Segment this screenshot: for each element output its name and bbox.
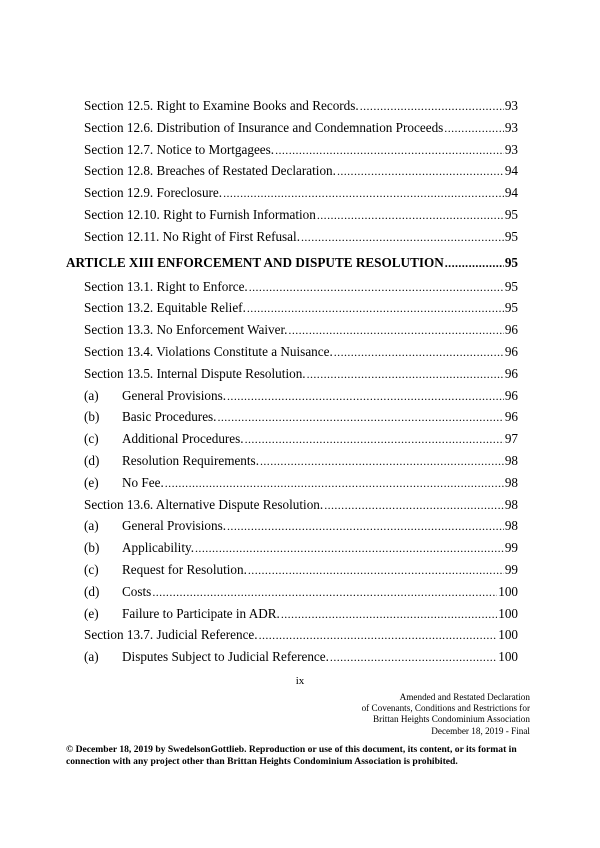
toc-section-row (66, 207, 518, 229)
toc-section-row (66, 300, 518, 322)
dot-leader (152, 584, 497, 600)
dot-leader (330, 649, 497, 665)
toc-entry-title (84, 649, 329, 665)
toc-page-number: 93 (504, 98, 518, 113)
toc-page-number: 95 (504, 254, 518, 270)
dot-leader (248, 562, 504, 578)
toc-entry-text: Basic Procedures. (122, 409, 217, 425)
toc-entry-text: Disputes Subject to Judicial Reference. (122, 649, 329, 665)
toc-entry-title (84, 518, 226, 534)
toc-article-row (66, 255, 518, 277)
toc-entry-title: Section 13.6. Alternative Dispute Resolution. (84, 496, 324, 512)
toc-entry-title: Section 12.11. No Right of First Refusal. (84, 228, 300, 244)
dot-leader (260, 453, 504, 469)
toc-subsection-row (66, 388, 518, 410)
dot-leader (445, 255, 504, 271)
toc-section-row (66, 322, 518, 344)
toc-entry-text: Failure to Participate in ADR. (122, 605, 280, 621)
toc-entry-label: (e) (84, 605, 99, 621)
toc-page-number: 98 (504, 474, 518, 490)
toc-page-number: 94 (504, 185, 518, 201)
footer-line: December 18, 2019 - Final (431, 725, 530, 736)
dot-leader (227, 388, 504, 404)
toc-section-row (66, 120, 518, 142)
toc-subsection-row (66, 453, 518, 475)
toc-entry-title: Section 13.3. No Enforcement Waiver. (84, 322, 288, 338)
footer-line: Amended and Restated Declaration (399, 692, 530, 702)
dot-leader (324, 497, 504, 513)
dot-leader (247, 300, 504, 316)
toc-entry-text: Request for Resolution. (122, 561, 247, 577)
dot-leader (245, 431, 504, 447)
toc-entry-label: (e) (84, 474, 99, 490)
footer-line: Brittan Heights Condominium Association (373, 714, 530, 725)
dot-leader (444, 120, 504, 136)
toc-entry-title (84, 431, 244, 447)
toc-entry-text: General Provisions. (122, 518, 227, 534)
dot-leader (288, 322, 503, 338)
copyright-notice: © December 18, 2019 by SwedelsonGottlieb. Reproduction or use of this document, its content, or its format in connection with any project other than Brittan Heights Condominium Association is prohibited. (66, 744, 517, 767)
toc-page-number: 100 (498, 583, 518, 599)
toc-section-row (66, 163, 518, 185)
toc-entry-title: Section 12.6. Distribution of Insurance and Condemnation Proceeds (84, 119, 444, 135)
toc-entry-label: (c) (84, 561, 99, 577)
toc-page-number: 100 (498, 605, 518, 621)
toc-page-number: 96 (504, 387, 518, 403)
toc-entry-title (84, 606, 280, 622)
toc-subsection-row (66, 562, 518, 584)
toc-page-number: 93 (504, 141, 518, 157)
toc-entry-title: ARTICLE XIII ENFORCEMENT AND DISPUTE RESOLUTION (66, 254, 444, 270)
toc-entry-title: Section 12.10. Right to Furnish Information (84, 206, 316, 222)
toc-entry-label: (b) (84, 409, 100, 425)
dot-leader (249, 279, 504, 295)
page-number: ix (295, 675, 305, 687)
toc-entry-title (84, 540, 194, 556)
dot-leader (165, 475, 504, 491)
toc-section-row (66, 497, 518, 519)
toc-section-row (66, 279, 518, 301)
toc-subsection-row (66, 649, 518, 671)
dot-leader (307, 366, 504, 382)
toc-page-number: 95 (504, 228, 518, 244)
toc-entry-label: (a) (84, 518, 99, 534)
dot-leader (259, 627, 498, 643)
toc-entry-title: Section 13.5. Internal Dispute Resolution. (84, 365, 306, 381)
toc-page-number: 95 (504, 206, 518, 222)
toc-section-row (66, 627, 518, 649)
toc-page-number: 96 (504, 365, 518, 381)
toc-page-number: 96 (504, 409, 518, 425)
dot-leader (227, 518, 504, 534)
dot-leader (317, 207, 504, 223)
toc-entry-label: (d) (84, 583, 100, 599)
toc-subsection-row (66, 431, 518, 453)
toc-entry-title (84, 409, 216, 425)
table-of-contents (66, 98, 518, 671)
toc-entry-title: Section 13.2. Equitable Relief. (84, 300, 246, 316)
toc-page-number: 98 (504, 496, 518, 512)
toc-entry-title: Section 13.7. Judicial Reference. (84, 627, 258, 643)
toc-page-number: 95 (504, 278, 518, 294)
toc-entry-text: Additional Procedures. (122, 431, 244, 447)
toc-entry-title (84, 453, 259, 469)
toc-entry-title: Section 13.4. Violations Constitute a Nuisance. (84, 343, 333, 359)
dot-leader (360, 98, 504, 114)
toc-entry-text: General Provisions. (122, 387, 227, 403)
toc-section-row (66, 142, 518, 164)
dot-leader (275, 142, 504, 158)
toc-page-number: 98 (504, 518, 518, 534)
toc-entry-text: Costs (122, 583, 152, 599)
toc-section-row (66, 185, 518, 207)
toc-subsection-row (66, 606, 518, 628)
toc-entry-label: (c) (84, 431, 99, 447)
footer-line: of Covenants, Conditions and Restrictions for (361, 703, 530, 714)
toc-entry-title (84, 388, 226, 404)
dot-leader (217, 409, 503, 425)
toc-page-number: 98 (504, 452, 518, 468)
toc-entry-title: Section 12.8. Breaches of Restated Declaration. (84, 163, 336, 179)
toc-entry-title: Section 12.5. Right to Examine Books and Records. (84, 98, 359, 113)
toc-page-number: 96 (504, 343, 518, 359)
toc-page-number: 95 (504, 300, 518, 316)
toc-section-row (66, 229, 518, 251)
document-footer (362, 692, 530, 737)
dot-leader (223, 185, 504, 201)
toc-entry-label: (d) (84, 452, 100, 468)
toc-entry-title: Section 12.9. Foreclosure. (84, 185, 223, 201)
toc-entry-label: (b) (84, 540, 100, 556)
toc-page-number: 100 (498, 649, 518, 665)
toc-entry-title (84, 475, 164, 491)
dot-leader (281, 606, 497, 622)
dot-leader (337, 163, 504, 179)
toc-subsection-row (66, 518, 518, 540)
toc-page-number: 100 (498, 627, 518, 643)
dot-leader (301, 229, 504, 245)
toc-section-row (66, 366, 518, 388)
toc-subsection-row (66, 409, 518, 431)
toc-section-row (66, 98, 518, 120)
toc-entry-title: Section 13.1. Right to Enforce. (84, 278, 248, 294)
toc-page-number: 97 (504, 431, 518, 447)
toc-entry-text: Applicability. (122, 540, 195, 556)
toc-page-number: 96 (504, 322, 518, 338)
toc-entry-title (84, 584, 151, 600)
toc-entry-text: Resolution Requirements. (122, 452, 259, 468)
toc-subsection-row (66, 540, 518, 562)
toc-page-number: 99 (504, 561, 518, 577)
toc-entry-label: (a) (84, 387, 99, 403)
toc-entry-title (84, 562, 247, 578)
dot-leader (195, 540, 504, 556)
toc-entry-title: Section 12.7. Notice to Mortgagees. (84, 141, 275, 157)
toc-page-number: 99 (504, 540, 518, 556)
toc-page-number: 94 (504, 163, 518, 179)
toc-subsection-row (66, 475, 518, 497)
toc-section-row (66, 344, 518, 366)
toc-entry-label: (a) (84, 649, 99, 665)
toc-subsection-row (66, 584, 518, 606)
toc-entry-text: No Fee. (122, 474, 164, 490)
dot-leader (334, 344, 504, 360)
toc-page-number: 93 (504, 119, 518, 135)
